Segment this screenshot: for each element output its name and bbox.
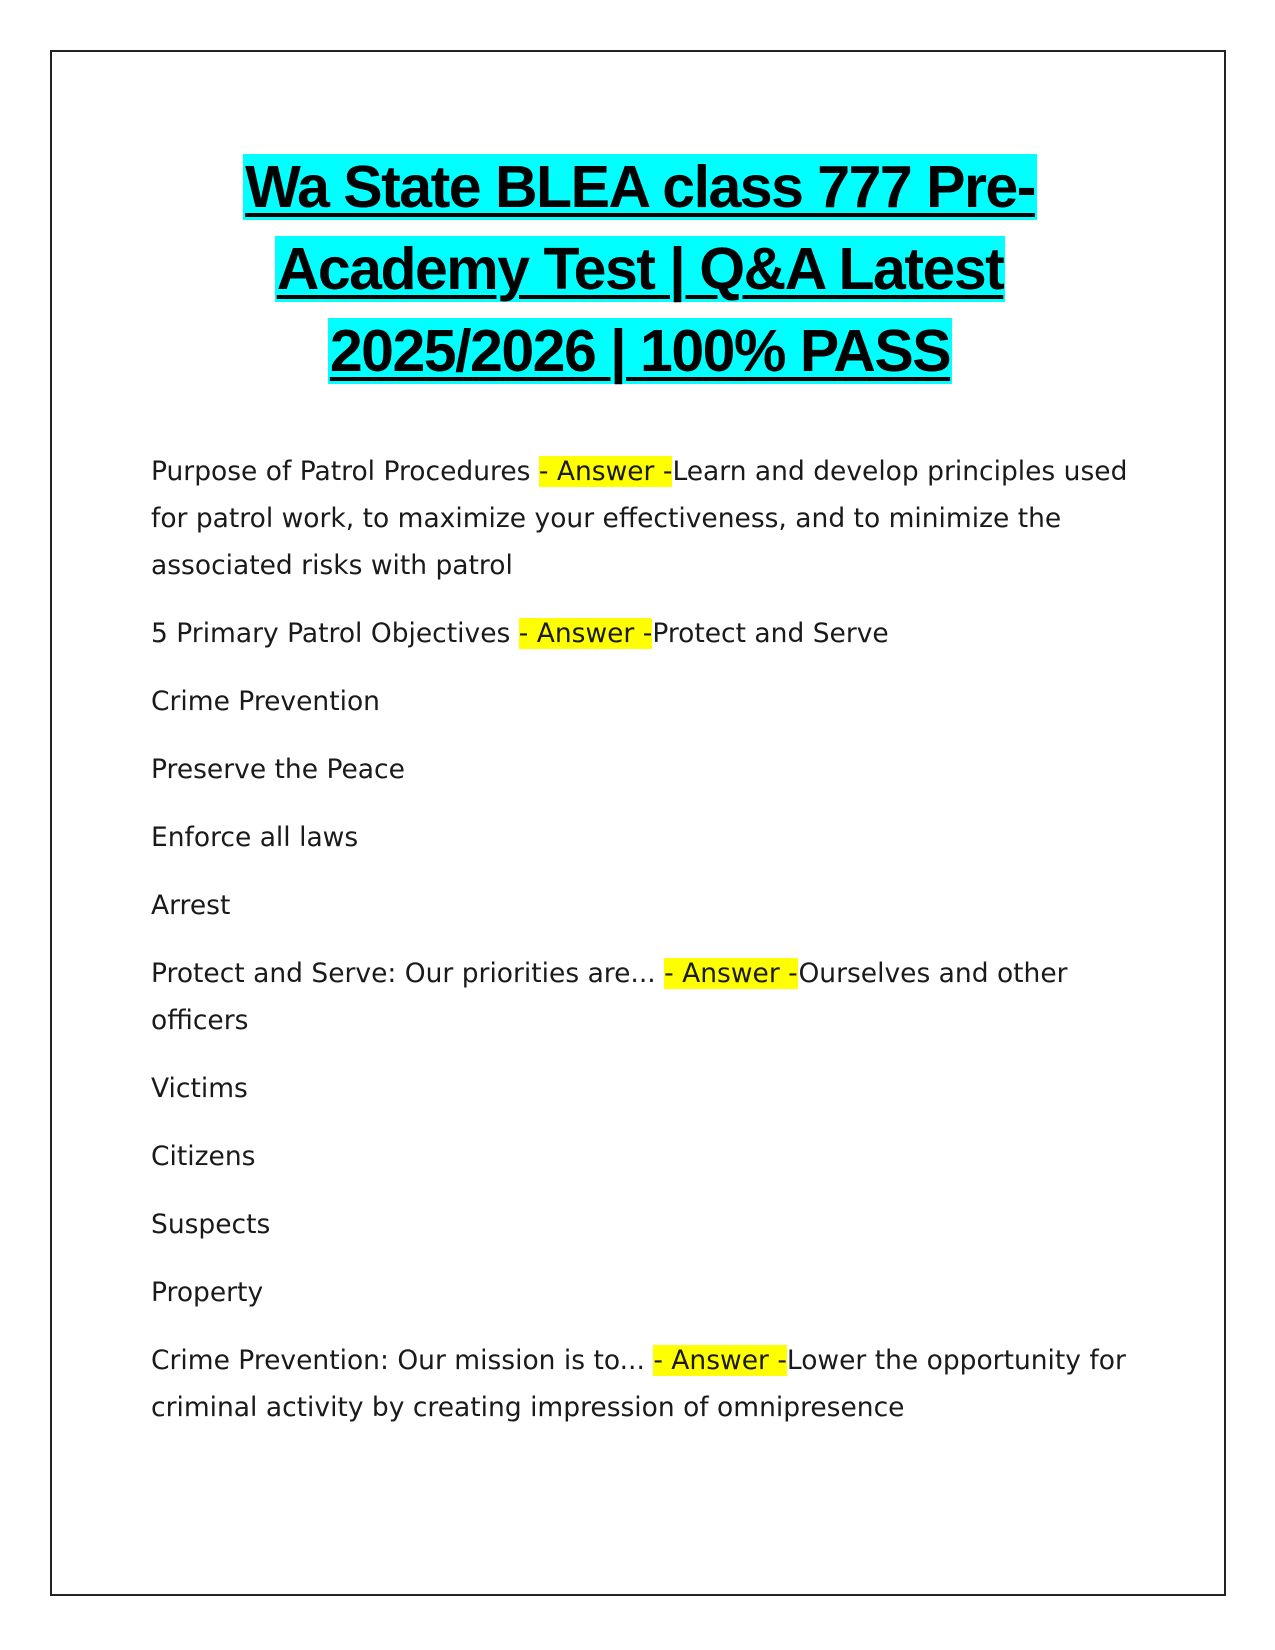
qa-item-patrol-purpose: [151, 448, 1131, 589]
qa-item-patrol-objectives: [151, 610, 1131, 657]
answer-marker: - Answer -: [538, 456, 673, 487]
title-line-3: 2025/2026 | 100% PASS: [329, 318, 951, 384]
qa-content: [151, 448, 1131, 1452]
answer-text: Lower the opportunity for criminal activity by creating impression of omnipresence: [151, 1345, 1126, 1423]
document-title: [120, 146, 1160, 392]
list-item: Victims: [151, 1073, 248, 1104]
answer-marker: - Answer -: [653, 1345, 787, 1376]
list-item: Enforce all laws: [151, 822, 359, 853]
list-item: Crime Prevention: [151, 686, 380, 717]
list-item: Property: [151, 1277, 264, 1308]
question-text: Crime Prevention: Our mission is to...: [151, 1345, 654, 1376]
list-item: Preserve the Peace: [151, 754, 405, 785]
answer-marker: - Answer -: [518, 618, 653, 649]
question-text: Purpose of Patrol Procedures: [151, 456, 539, 487]
answer-text: Protect and Serve: [652, 618, 889, 649]
qa-item-priorities: [151, 950, 1131, 1044]
title-line-2: Academy Test | Q&A Latest: [276, 236, 1004, 302]
list-item: Suspects: [151, 1209, 271, 1240]
question-text: Protect and Serve: Our priorities are...: [151, 958, 665, 989]
answer-text: Ourselves and other officers: [151, 958, 1068, 1036]
title-line-1: Wa State BLEA class 777 Pre-: [245, 154, 1035, 220]
answer-marker: - Answer -: [664, 958, 799, 989]
list-item: Citizens: [151, 1141, 256, 1172]
question-text: 5 Primary Patrol Objectives: [151, 618, 519, 649]
list-item: Arrest: [151, 890, 231, 921]
qa-item-crime-prevention: [151, 1337, 1131, 1431]
answer-text: Learn and develop principles used for patrol work, to maximize your effectiveness, and to minimize the associated risks with patrol: [151, 456, 1128, 581]
